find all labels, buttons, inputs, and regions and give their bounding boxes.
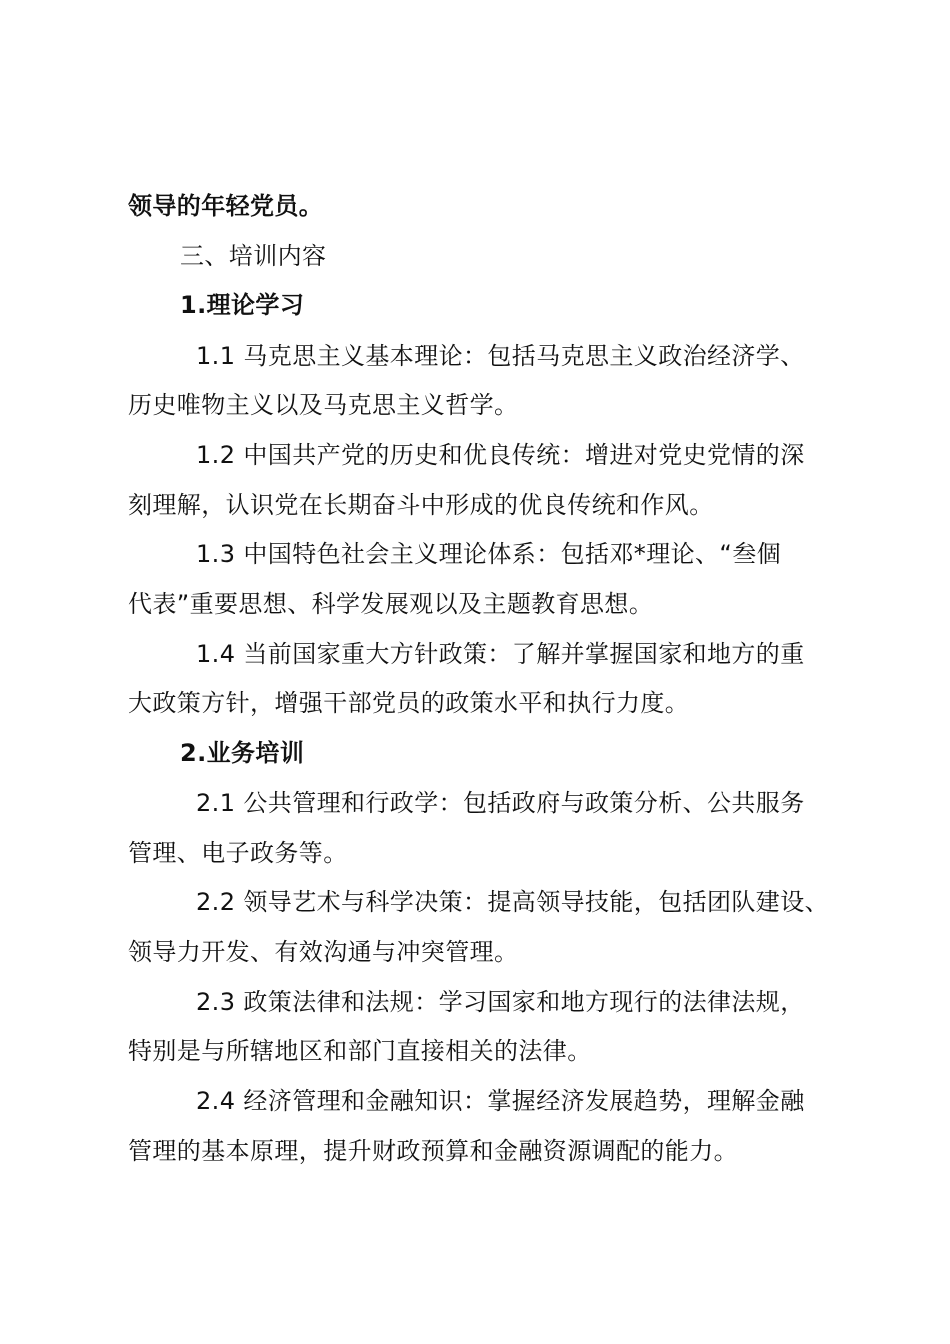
paragraph-line: 历史唯物主义以及马克思主义哲学。 <box>128 391 519 419</box>
paragraph-line: 1.4 当前国家重大方针政策：了解并掌握国家和地方的重 <box>196 640 805 668</box>
paragraph-line: 2.1 公共管理和行政学：包括政府与政策分析、公共服务 <box>196 789 805 817</box>
continued-text-line: 领导的年轻党员。 <box>128 192 324 220</box>
paragraph-line: 管理的基本原理，提升财政预算和金融资源调配的能力。 <box>128 1137 738 1165</box>
subsection-heading-theory: 1.理论学习 <box>180 291 305 319</box>
paragraph-line: 刻理解，认识党在长期奋斗中形成的优良传统和作风。 <box>128 491 714 519</box>
section-heading: 三、培训内容 <box>180 242 327 270</box>
paragraph-line: 代表”重要思想、科学发展观以及主题教育思想。 <box>128 590 654 618</box>
paragraph-line: 管理、电子政务等。 <box>128 839 348 867</box>
paragraph-line: 领导力开发、有效沟通与冲突管理。 <box>128 938 519 966</box>
paragraph-line: 特别是与所辖地区和部门直接相关的法律。 <box>128 1037 592 1065</box>
paragraph-line: 大政策方针，增强干部党员的政策水平和执行力度。 <box>128 689 690 717</box>
paragraph-line: 2.4 经济管理和金融知识：掌握经济发展趋势，理解金融 <box>196 1087 805 1115</box>
paragraph-line: 1.2 中国共产党的历史和优良传统：增进对党史党情的深 <box>196 441 805 469</box>
subsection-heading-business: 2.业务培训 <box>180 739 305 767</box>
paragraph-line: 1.3 中国特色社会主义理论体系：包括邓*理论、“叁個 <box>196 540 782 568</box>
paragraph-line: 2.3 政策法律和法规：学习国家和地方现行的法律法规， <box>196 988 805 1016</box>
paragraph-line: 2.2 领导艺术与科学决策：提高领导技能，包括团队建设、 <box>196 888 829 916</box>
paragraph-line: 1.1 马克思主义基本理论：包括马克思主义政治经济学、 <box>196 342 805 370</box>
